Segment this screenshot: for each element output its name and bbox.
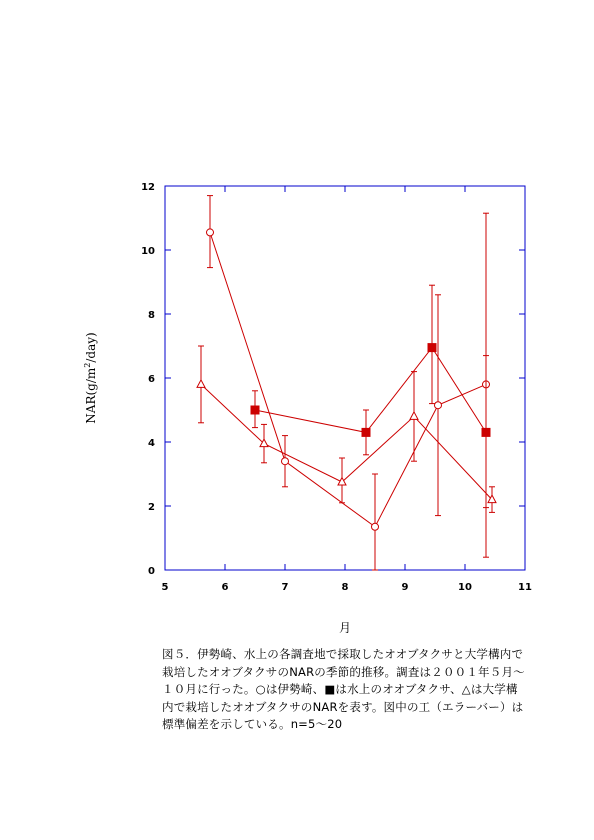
y-axis-label-sup: 2: [83, 362, 92, 368]
y-tick-label: 4: [148, 438, 155, 449]
plot-frame: [165, 186, 525, 570]
y-axis-label-main: NAR(g/m: [84, 367, 98, 424]
y-tick-label: 10: [141, 246, 155, 257]
y-tick-label: 8: [148, 310, 155, 321]
x-axis-label: 月: [338, 621, 352, 635]
y-tick-label: 6: [148, 374, 155, 385]
data-point-circle: [435, 402, 442, 409]
data-series: [197, 196, 496, 570]
y-axis-label: [83, 332, 98, 423]
series-square-filled: [251, 285, 490, 507]
data-point-square: [251, 406, 259, 414]
data-point-triangle: [260, 439, 268, 447]
x-tick-label: 5: [161, 582, 169, 593]
x-tick-label: 6: [221, 582, 229, 593]
y-tick-label: 2: [148, 502, 155, 513]
data-point-circle: [372, 523, 379, 530]
series-triangle-open: [197, 346, 496, 512]
caption-line: 標準偏差を示している。n=5〜20: [162, 717, 343, 731]
series-circle-open: [207, 196, 490, 570]
data-point-square: [428, 344, 436, 352]
data-point-triangle: [410, 412, 418, 420]
x-tick-label: 8: [341, 582, 349, 593]
x-tick-label: 10: [458, 582, 472, 593]
series-line: [255, 348, 486, 433]
data-point-circle: [282, 458, 289, 465]
y-tick-label: 12: [141, 182, 155, 193]
caption-line: 内で栽培したオオブタクサのNARを表す。図中の工（エラーバー）は: [162, 699, 524, 714]
svg-text:NAR(g/m2/day): [83, 332, 98, 423]
series-line: [201, 384, 492, 499]
x-tick-label: 11: [518, 582, 532, 593]
x-tick-label: 7: [281, 582, 289, 593]
axis-ticks: [165, 186, 525, 570]
caption-line: 栽培したオオブタクサのNARの季節的推移。調査は２００１年５月〜: [162, 664, 525, 679]
x-tick-label: 9: [401, 582, 409, 593]
data-point-triangle: [338, 478, 346, 486]
caption-line: １０月に行った。○は伊勢崎、■は水上のオオブタクサ、△は大学構: [162, 682, 518, 696]
data-point-circle: [207, 229, 214, 236]
data-point-triangle: [197, 380, 205, 388]
data-point-square: [482, 428, 490, 436]
y-axis-label-tail: /day): [84, 332, 98, 363]
figure-caption: [162, 646, 540, 734]
series-line: [210, 232, 486, 526]
data-point-square: [362, 428, 370, 436]
caption-line: 図５．伊勢崎、水上の各調査地で採取したオオブタクサと大学構内で: [162, 647, 524, 661]
y-tick-label: 0: [148, 566, 155, 577]
